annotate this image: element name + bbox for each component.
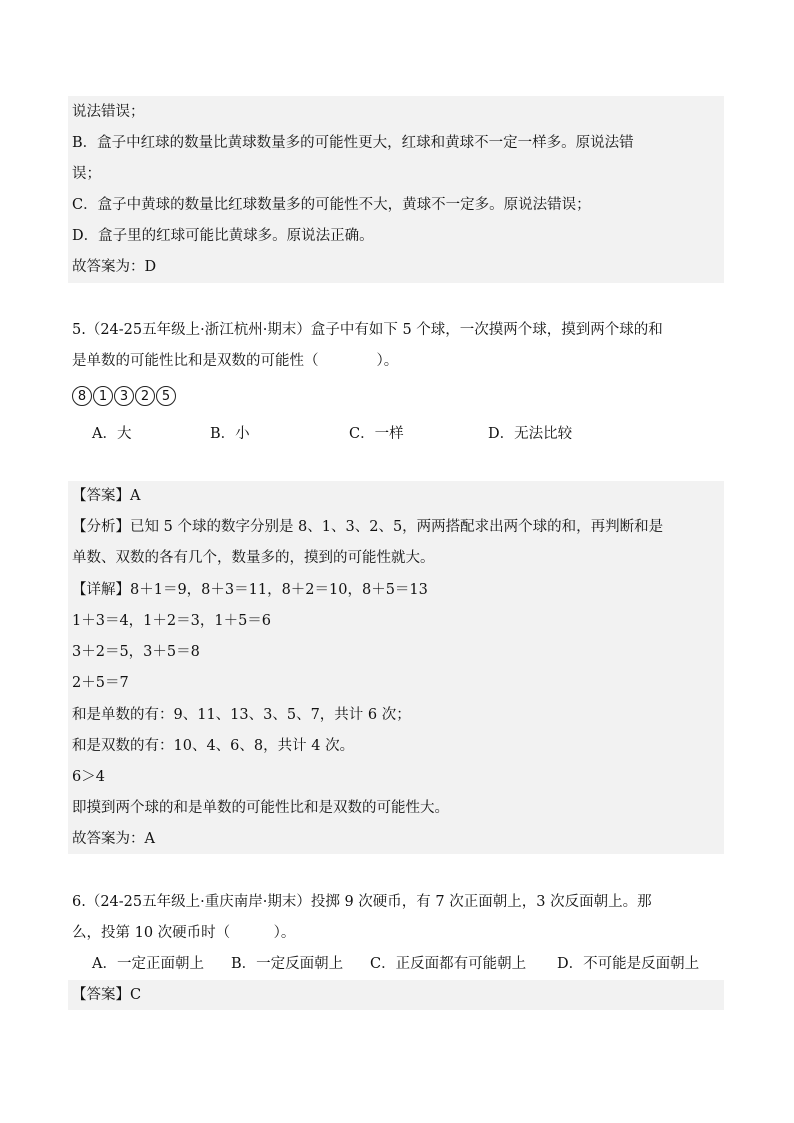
q6-option-d: D．不可能是反面朝上 — [557, 956, 700, 972]
q6-stem: 6.（24-25五年级上·重庆南岸·期末）投掷 9 次硬币，有 7 次正面朝上，3 次反面朝上。那 — [72, 894, 652, 910]
q5-answer-line: 和是双数的有：10、4、6、8，共计 4 次。 — [72, 738, 355, 754]
q5-option-d: D．无法比较 — [488, 426, 573, 442]
q5-balls — [72, 386, 176, 406]
q5-answer-line: 【详解】8＋1＝9，8＋3＝11，8＋2＝10，8＋5＝13 — [72, 582, 428, 598]
q5-answer-line: 3＋2＝5，3＋5＝8 — [72, 644, 200, 660]
q5-option-a: A．大 — [92, 426, 132, 442]
prev-answer-block — [68, 96, 724, 283]
prev-answer-line: B．盒子中红球的数量比黄球数量多的可能性更大，红球和黄球不一定一样多。原说法错 — [72, 135, 634, 151]
q5-option-b: B．小 — [210, 426, 250, 442]
q5-answer-line: 【答案】A — [72, 488, 141, 504]
ball: 1 — [93, 386, 113, 406]
ball: 2 — [135, 386, 155, 406]
ball: 3 — [114, 386, 134, 406]
q5-answer-line: 单数、双数的各有几个，数量多的，摸到的可能性就大。 — [72, 550, 435, 566]
ball: 5 — [156, 386, 176, 406]
q6-option-c: C．正反面都有可能朝上 — [370, 956, 527, 972]
q5-answer-line: 【分析】已知 5 个球的数字分别是 8、1、3、2、5，两两搭配求出两个球的和，再判断和是 — [72, 519, 664, 535]
q5-answer-line: 即摸到两个球的和是单数的可能性比和是双数的可能性大。 — [72, 800, 449, 816]
q5-answer-line: 故答案为：A — [72, 831, 155, 847]
q5-option-c: C．一样 — [349, 426, 404, 442]
prev-answer-line: D．盒子里的红球可能比黄球多。原说法正确。 — [72, 228, 374, 244]
q5-stem: 5.（24-25五年级上·浙江杭州·期末）盒子中有如下 5 个球，一次摸两个球，摸到两个球的和 — [72, 322, 663, 338]
q5-answer-line: 和是单数的有：9、11、13、3、5、7，共计 6 次； — [72, 707, 411, 723]
prev-answer-line: 故答案为：D — [72, 259, 157, 275]
prev-answer-line: 误； — [72, 166, 101, 182]
q6-option-a: A．一定正面朝上 — [92, 956, 204, 972]
q6-answer-block — [68, 980, 724, 1010]
q5-answer-line: 2＋5＝7 — [72, 675, 129, 691]
q5-answer-line: 1＋3＝4，1＋2＝3，1＋5＝6 — [72, 613, 272, 629]
ball: 8 — [72, 386, 92, 406]
prev-answer-line: C．盒子中黄球的数量比红球数量多的可能性不大，黄球不一定多。原说法错误； — [72, 197, 591, 213]
q5-answer-line: 6＞4 — [72, 769, 105, 785]
q6-answer-line: 【答案】C — [72, 987, 142, 1003]
q5-stem: 是单数的可能性比和是双数的可能性（ ）。 — [72, 353, 399, 369]
prev-answer-line: 说法错误； — [72, 104, 145, 120]
q6-stem: 么，投第 10 次硬币时（ ）。 — [72, 925, 296, 941]
q6-option-b: B．一定反面朝上 — [231, 956, 344, 972]
